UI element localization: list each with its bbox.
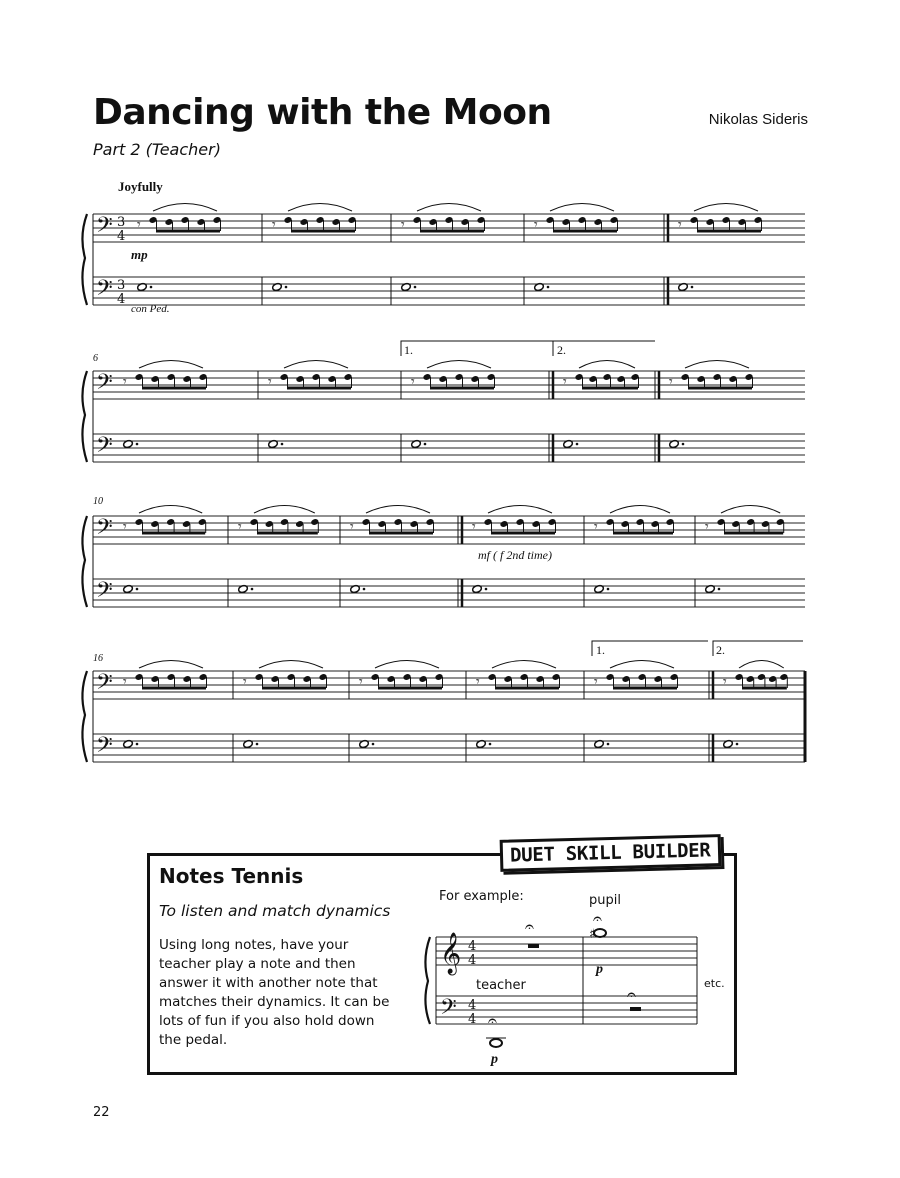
pupil-label: pupil [589,893,621,908]
dot [281,443,284,446]
eighth-rest: 𝄾 [563,374,567,390]
volta-bracket [401,341,553,356]
time-signature: 4 [117,229,126,244]
dot [576,443,579,446]
dot [372,743,375,746]
eighth-rest: 𝄾 [137,217,141,233]
slur [259,661,323,669]
slur [417,204,481,212]
slur [721,506,780,514]
measure-number: 16 [93,653,103,664]
fermata: 𝄐 [627,985,636,1004]
eighth-rest: 𝄾 [123,674,127,690]
measure-number: 6 [93,353,98,364]
measure-number: 10 [93,496,103,507]
dynamic-p: p [596,962,603,977]
dot [682,443,685,446]
dot [285,286,288,289]
slur [288,204,352,212]
dot [424,443,427,446]
example-label: For example: [439,889,524,904]
eighth-rest: 𝄾 [123,374,127,390]
sharp: ♯ [589,927,596,942]
treble-clef: 𝄞 [440,933,462,974]
eighth-rest: 𝄾 [723,674,727,690]
time-signature: 4 [468,998,477,1013]
slur [375,661,439,669]
dynamic-mf: mf ( f 2nd time) [478,548,552,562]
fermata: 𝄐 [593,909,602,928]
bass-clef: 𝄢 [96,515,113,545]
part-subtitle: Part 2 (Teacher) [93,140,221,159]
fermata: 𝄐 [525,917,534,936]
time-signature: 3 [117,278,126,293]
box-body: Using long notes, have your teacher play a note and then answer it with another note that matches their dynamics. It can be lots of fun if you also hold down the pedal. [159,937,390,1048]
eighth-rest: 𝄾 [534,217,538,233]
slur [254,506,315,514]
page-title: Dancing with the Moon [93,92,552,133]
slur [284,361,348,369]
box-subtitle: To listen and match dynamics [159,902,391,920]
bass-clef: 𝄢 [96,733,113,763]
slur [739,661,784,669]
eighth-rest: 𝄾 [472,519,476,535]
bass-clef: 𝄢 [96,213,113,243]
slur [139,506,202,514]
dot [150,286,153,289]
tempo-marking: Joyfully [118,179,163,194]
slur [153,204,217,212]
dot [607,588,610,591]
slur [427,361,491,369]
dot [136,443,139,446]
bass-clef: 𝄢 [96,370,113,400]
slur [579,361,635,369]
dot [251,588,254,591]
volta-bracket [553,341,655,356]
etc-label: etc. [704,977,725,990]
slur [139,661,203,669]
bass-clef: 𝄢 [440,995,457,1025]
time-signature: 3 [117,215,126,230]
pedal-marking: con Ped. [131,303,170,315]
box-title: Notes Tennis [159,864,304,888]
volta-2: 2. [716,643,725,657]
volta-1: 1. [596,643,605,657]
volta-2: 2. [557,343,566,357]
bass-clef: 𝄢 [96,433,113,463]
eighth-rest: 𝄾 [268,374,272,390]
eighth-rest: 𝄾 [359,674,363,690]
bass-clef: 𝄢 [96,276,113,306]
slur [492,661,556,669]
eighth-rest: 𝄾 [594,519,598,535]
dot [547,286,550,289]
brace [82,671,87,762]
brace [82,516,87,607]
eighth-rest: 𝄾 [123,519,127,535]
slur [139,361,203,369]
dynamic-mp: mp [131,247,148,262]
time-signature: 4 [468,939,477,954]
skill-builder-badge: DUET SKILL BUILDER [500,834,721,872]
slur [610,661,674,669]
slur [550,204,614,212]
time-signature: 4 [468,1012,477,1027]
eighth-rest: 𝄾 [238,519,242,535]
dot [136,743,139,746]
eighth-rest: 𝄾 [594,674,598,690]
bass-clef: 𝄢 [96,578,113,608]
eighth-rest: 𝄾 [350,519,354,535]
dot [736,743,739,746]
slur [685,361,749,369]
time-signature: 4 [468,953,477,968]
dot [256,743,259,746]
eighth-rest: 𝄾 [272,217,276,233]
page-number: 22 [93,1105,110,1120]
slur [488,506,552,514]
eighth-rest: 𝄾 [411,374,415,390]
eighth-rest: 𝄾 [476,674,480,690]
eighth-rest: 𝄾 [705,519,709,535]
dot [489,743,492,746]
brace [82,371,87,462]
eighth-rest: 𝄾 [243,674,247,690]
volta-bracket [592,641,708,656]
dot [718,588,721,591]
time-signature: 4 [117,292,126,307]
dot [485,588,488,591]
dot [691,286,694,289]
slur [610,506,670,514]
slur [694,204,758,212]
dot [136,588,139,591]
volta-bracket [713,641,803,656]
bass-clef: 𝄢 [96,670,113,700]
eighth-rest: 𝄾 [401,217,405,233]
dot [414,286,417,289]
eighth-rest: 𝄾 [678,217,682,233]
dynamic-p: p [491,1052,498,1067]
dot [607,743,610,746]
volta-1: 1. [404,343,413,357]
teacher-label: teacher [476,978,526,993]
brace [82,214,87,305]
composer-name: Nikolas Sideris [708,111,808,128]
slur [366,506,430,514]
dot [363,588,366,591]
fermata: 𝄐 [488,1011,497,1030]
eighth-rest: 𝄾 [669,374,673,390]
